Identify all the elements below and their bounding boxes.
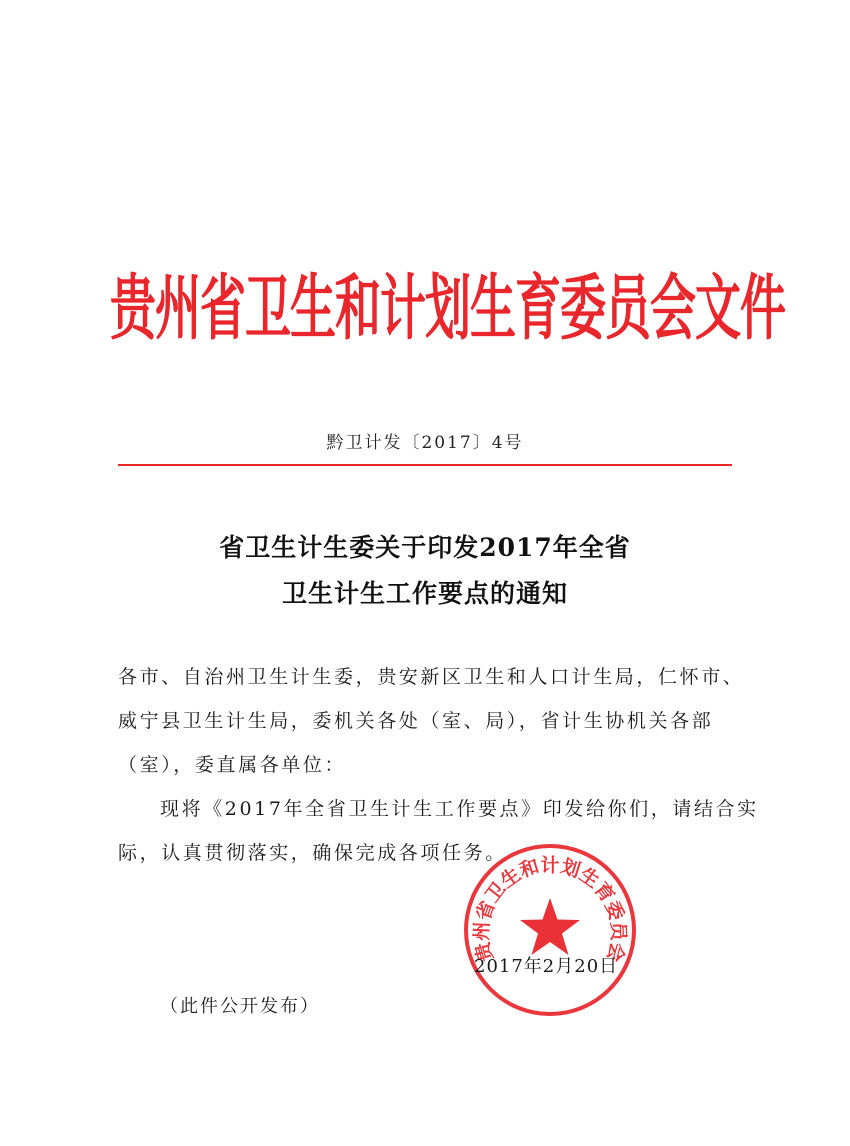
body-paragraph-line-1: 现将《2017年全省卫生计生工作要点》印发给你们，请结合实 [160, 798, 759, 820]
recipients-line-1: 各市、自治州卫生计生委，贵安新区卫生和人口计生局，仁怀市、 [118, 666, 745, 688]
masthead-title: 贵州省卫生和计划生育委员会文件 [110, 265, 785, 350]
notice-title-line-1: 省卫生计生委关于印发2017年全省 [219, 533, 631, 562]
red-divider-line [118, 464, 732, 466]
recipients-line-3: （室），委直属各单位： [118, 754, 347, 776]
issue-date: 2017年2月20日 [474, 956, 619, 977]
notice-title-line-2: 卫生计生工作要点的通知 [281, 579, 568, 608]
recipients-line-2: 威宁县卫生计生局，委机关各处（室、局），省计生协机关各部 [118, 710, 714, 732]
seal-star-icon [520, 898, 580, 955]
official-seal-stamp [460, 840, 640, 1020]
seal-text: 贵州省卫生和计划生育委员会 [470, 854, 630, 964]
body-paragraph-line-2: 际，认真贯彻落实，确保完成各项任务。 [118, 842, 507, 864]
public-release-note: （此件公开发布） [160, 996, 320, 1017]
document-number: 黔卫计发〔2017〕4号 [326, 433, 524, 453]
